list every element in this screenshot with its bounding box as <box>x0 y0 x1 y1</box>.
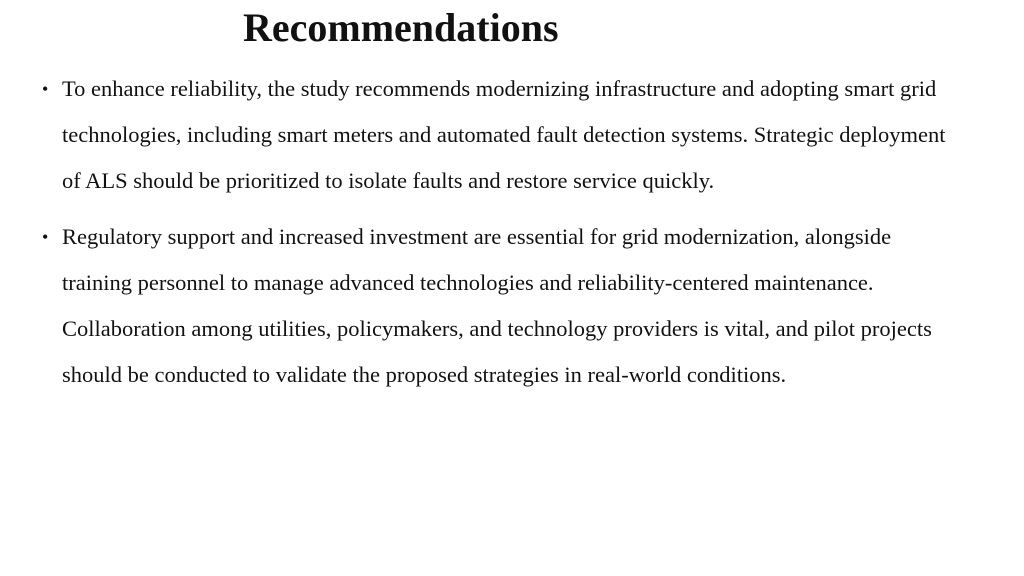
bullet-dot-icon: • <box>42 227 49 247</box>
bullet-item-regulatory <box>42 214 972 398</box>
bullet-item-reliability <box>42 66 972 204</box>
bullet-text-regulatory: Regulatory support and increased investment are essential for grid modernization, alongside training personnel to manage advanced technologies and reliability-centered maintenance. Collaboration among utilities, policymakers, and technology providers is vital, and pilot projects should be conducted to validate the proposed strategies in real-world conditions. <box>62 224 932 387</box>
slide-title: Recommendations <box>243 5 559 50</box>
bullet-text-reliability: To enhance reliability, the study recommends modernizing infrastructure and adopting smart grid technologies, including smart meters and automated fault detection systems. Strategic deployment of ALS should be prioritized to isolate faults and restore service quickly. <box>62 76 946 193</box>
bullet-dot-icon: • <box>42 79 49 99</box>
bullet-list <box>42 66 972 408</box>
